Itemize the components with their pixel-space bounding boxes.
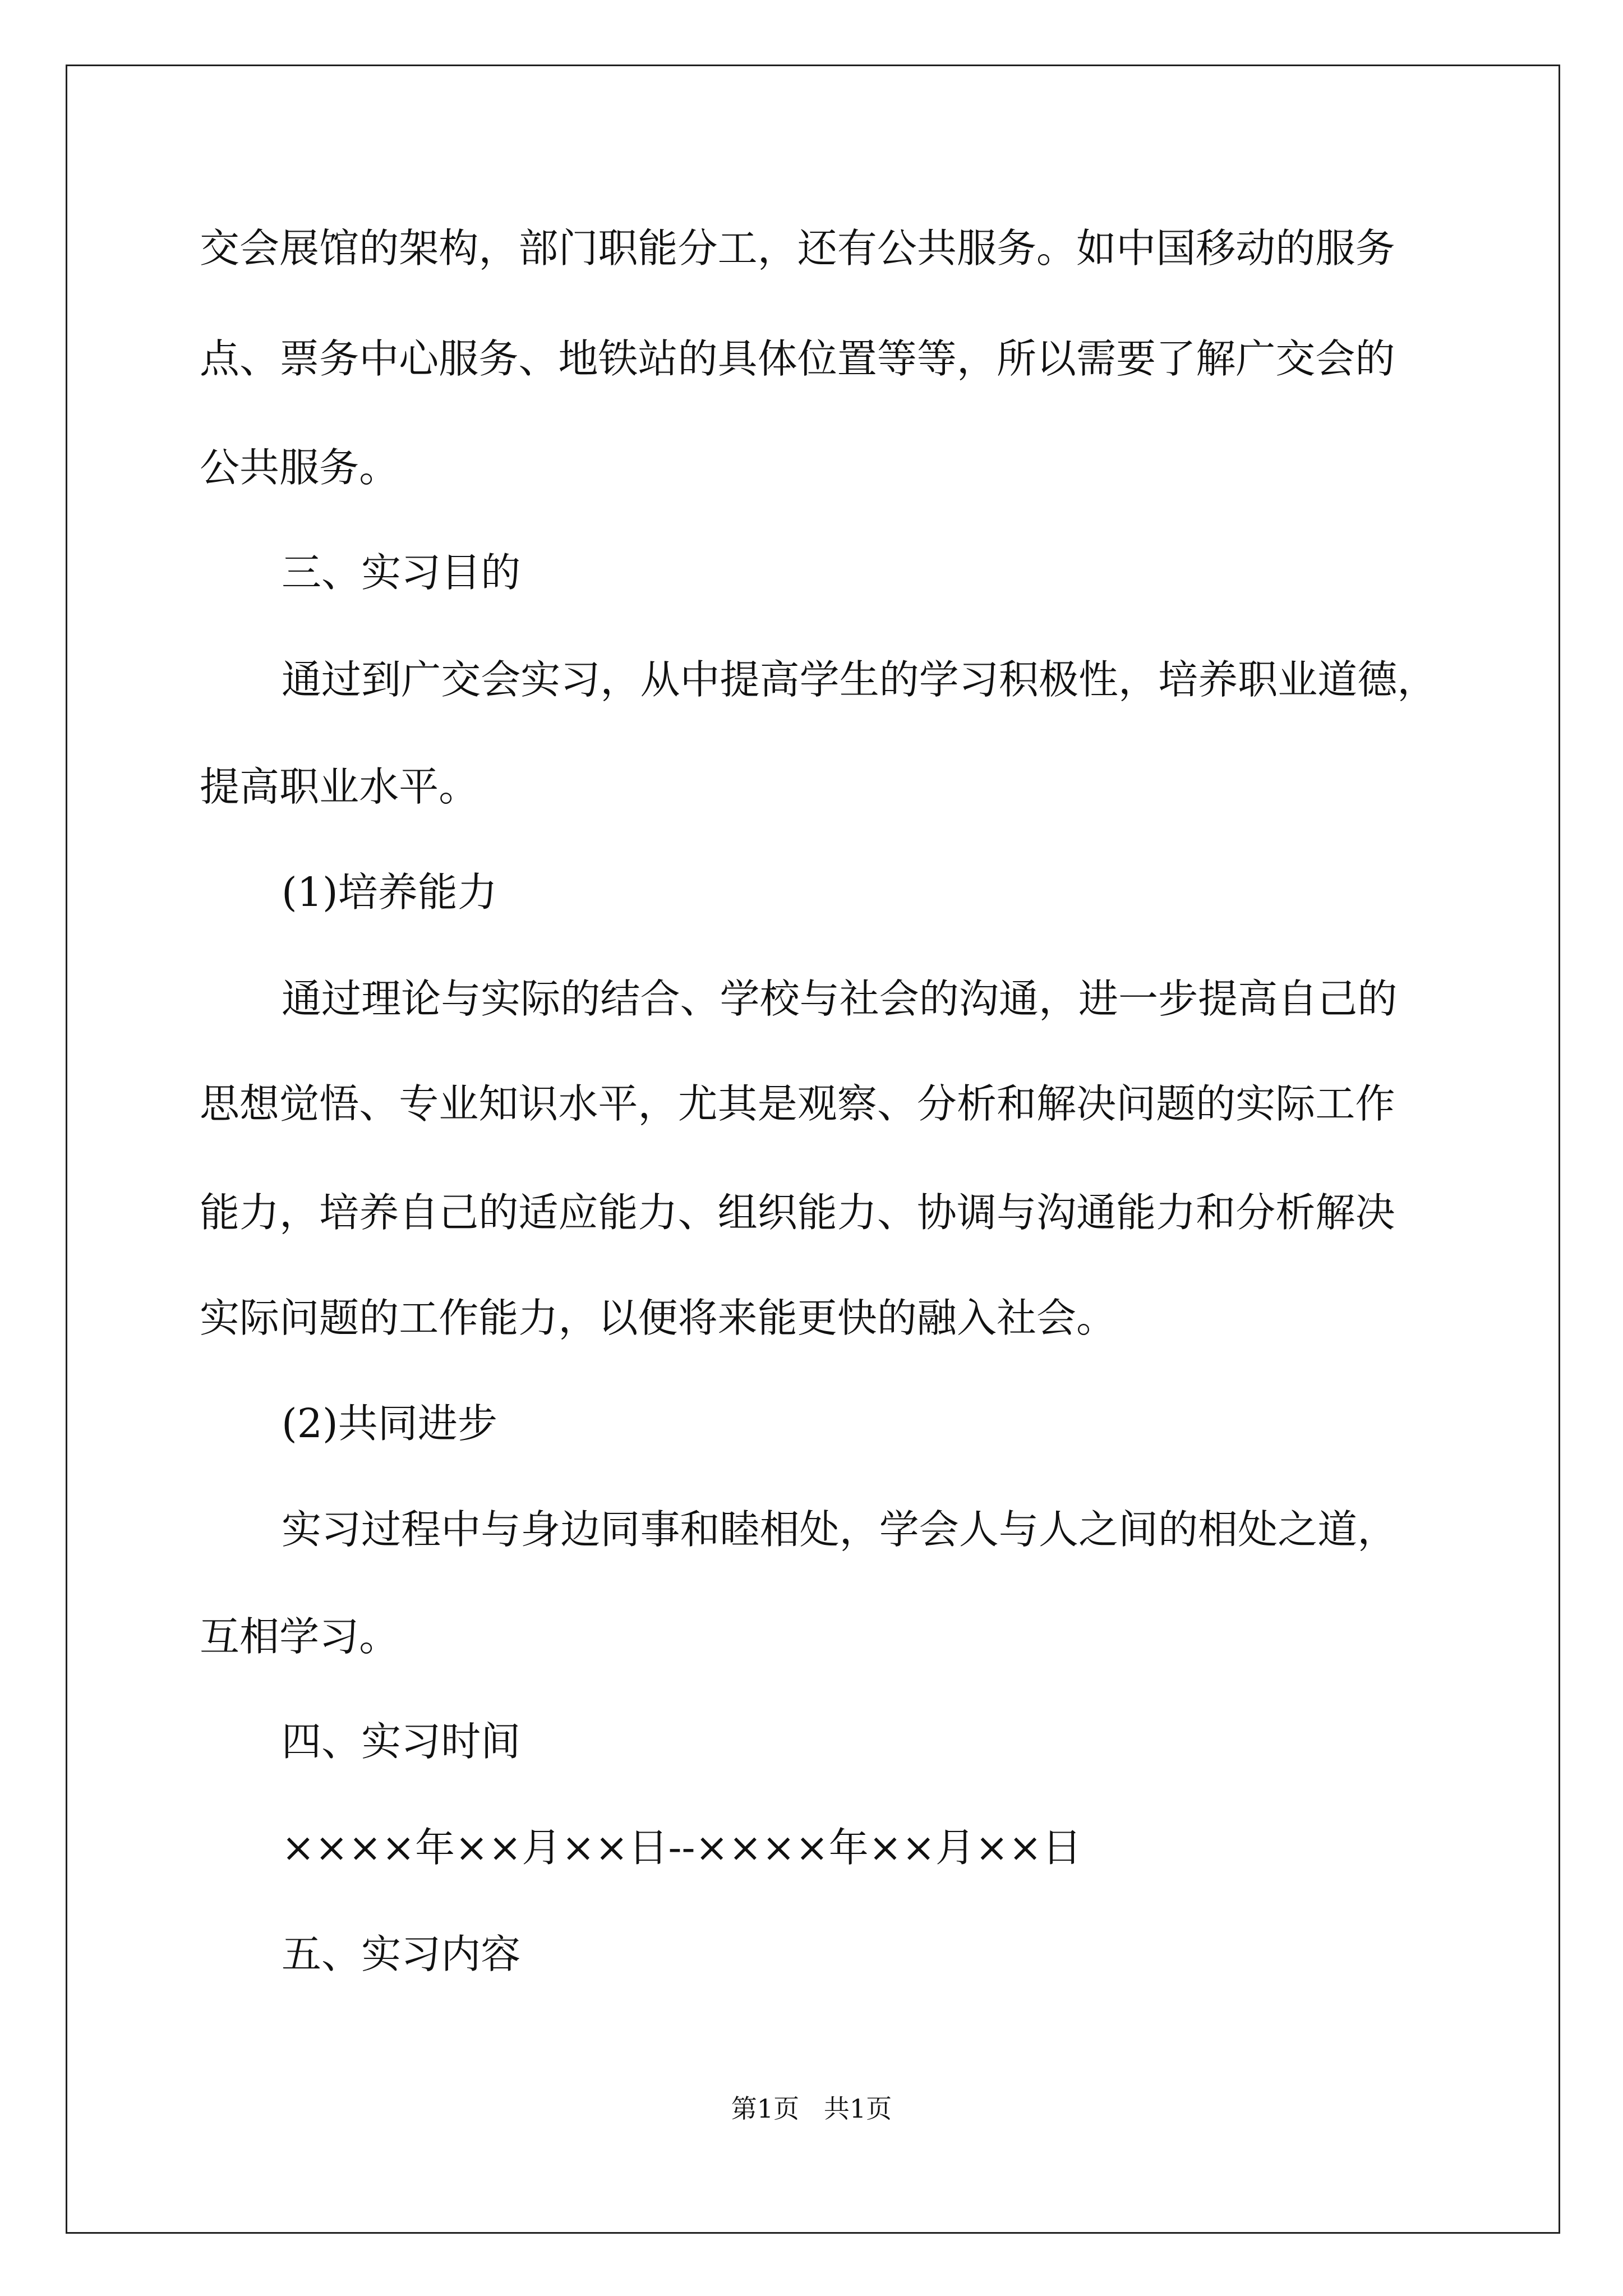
- section-heading-time: 四、实习时间: [282, 1718, 521, 1765]
- internship-date-range: ××××年××月××日--××××年××月××日: [282, 1824, 1082, 1871]
- body-line-10: 能力，培养自己的适应能力、组织能力、协调与沟通能力和分析解决: [200, 1189, 1395, 1236]
- body-line-5: 通过到广交会实习，从中提高学生的学习积极性，培养职业道德，: [282, 656, 1437, 703]
- body-line-3: 公共服务。: [200, 444, 399, 491]
- body-line-2: 点、票务中心服务、地铁站的具体位置等等，所以需要了解广交会的: [200, 335, 1395, 382]
- body-line-14: 互相学习。: [200, 1613, 399, 1660]
- subheading-progress: (2)共同进步: [282, 1400, 497, 1447]
- page-border: [66, 65, 1560, 2234]
- page-footer: 第1页 共1页: [731, 2093, 892, 2124]
- body-line-13: 实习过程中与身边同事和睦相处，学会人与人之间的相处之道，: [282, 1506, 1398, 1553]
- section-heading-purpose: 三、实习目的: [282, 549, 521, 596]
- body-line-9: 思想觉悟、专业知识水平，尤其是观察、分析和解决问题的实际工作: [200, 1080, 1395, 1127]
- body-line-8: 通过理论与实际的结合、学校与社会的沟通，进一步提高自己的: [282, 976, 1398, 1022]
- subheading-ability: (1)培养能力: [282, 869, 497, 915]
- body-line-6: 提高职业水平。: [200, 763, 479, 810]
- body-line-11: 实际问题的工作能力，以便将来能更快的融入社会。: [200, 1295, 1117, 1341]
- section-heading-content: 五、实习内容: [282, 1931, 521, 1977]
- body-line-1: 交会展馆的架构，部门职能分工，还有公共服务。如中国移动的服务: [200, 225, 1395, 272]
